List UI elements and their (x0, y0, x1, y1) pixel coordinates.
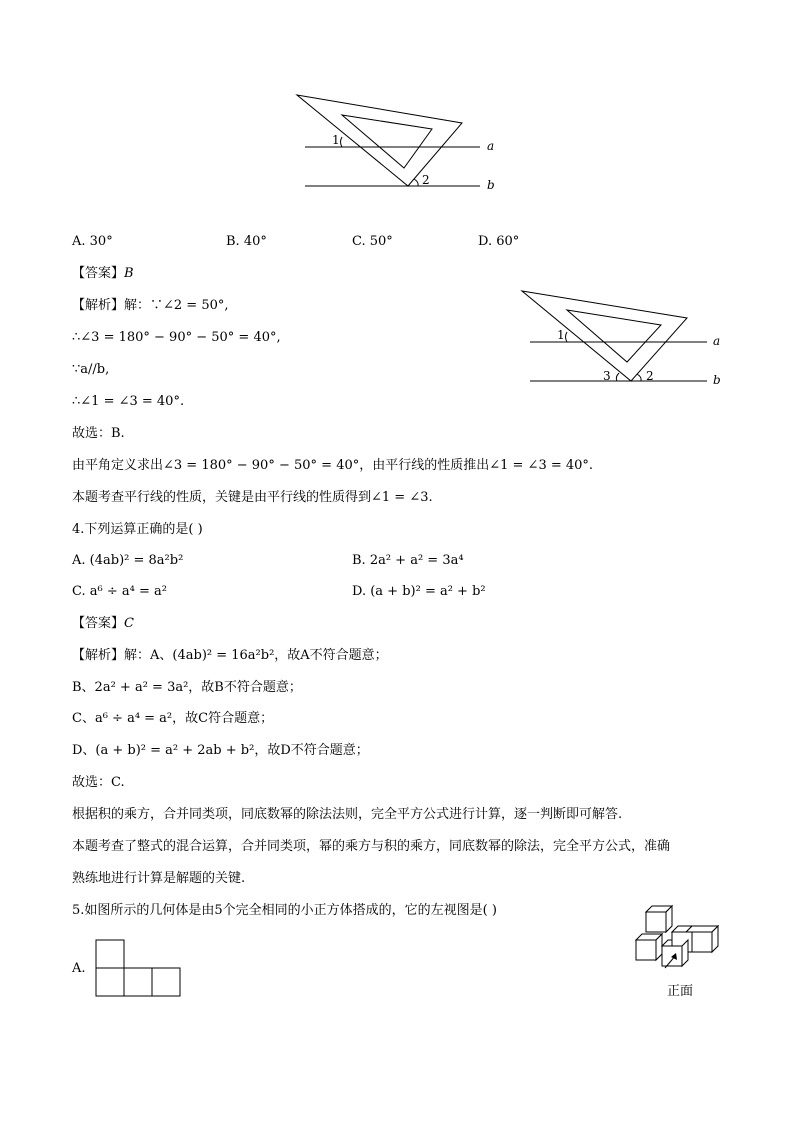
triangle-outer (297, 95, 462, 186)
angle-2-label: 2 (646, 369, 654, 383)
answer-tag: 【答案】 (72, 266, 125, 281)
triangle-outer (522, 291, 687, 381)
q3-analysis-line-1 (72, 298, 229, 314)
analysis-text: 解：∵∠2 = 50°, (124, 298, 229, 313)
q5-option-a-label: A. (72, 961, 86, 976)
q3-analysis-line-5: 故选：B. (72, 426, 125, 441)
line-b-label: b (487, 178, 495, 192)
analysis-tag: 【解析】 (72, 298, 125, 313)
angle-2-arc (637, 374, 641, 381)
answer-tag: 【答案】 (72, 616, 125, 631)
q3-option-c: C. 50° (352, 234, 393, 249)
angle-1-label: 1 (557, 328, 565, 342)
q4-analysis-line-5: 故选：C. (72, 775, 125, 790)
line-b-label: b (713, 373, 721, 387)
q4-analysis-line-3: C、a⁶ ÷ a⁴ = a²，故C符合题意； (72, 711, 274, 726)
q4-stem: 4.下列运算正确的是( ) (72, 522, 203, 537)
answer-value: B (124, 266, 134, 281)
q4-option-a: A. (4ab)² = 8a²b² (72, 553, 184, 568)
analysis-tag: 【解析】 (72, 648, 125, 663)
q3-analysis-line-7: 本题考查平行线的性质，关键是由平行线的性质得到∠1 = ∠3. (72, 490, 433, 505)
triangle-inner (342, 115, 432, 168)
view-square (96, 968, 124, 996)
angle-2-label: 2 (422, 173, 430, 187)
angle-3-label: 3 (603, 369, 611, 383)
q4-answer (72, 616, 134, 632)
angle-1-arc (566, 332, 568, 342)
front-label: 正面 (667, 984, 694, 999)
q3-answer (72, 266, 134, 282)
angle-3-arc (616, 373, 619, 381)
view-square (124, 968, 152, 996)
angle-1-label: 1 (332, 133, 340, 147)
line-a-label: a (487, 139, 495, 153)
q4-option-b: B. 2a² + a² = 3a⁴ (352, 553, 464, 568)
q3-option-a: A. 30° (72, 234, 113, 249)
q5-stem: 5.如图所示的几何体是由5个完全相同的小正方体搭成的，它的左视图是( ) (72, 903, 497, 918)
q4-analysis-line-6: 根据积的乘方，合并同类项，同底数幂的除法法则，完全平方公式进行计算，逐一判断即可解答. (72, 807, 623, 822)
triangle-inner (567, 310, 661, 362)
q3-option-b: B. 40° (226, 234, 267, 249)
q4-analysis-line-7: 本题考查了整式的混合运算，合并同类项，幂的乘方与积的乘方，同底数幂的除法，完全平方公式，准确 (72, 839, 671, 854)
q3-analysis-line-4: ∴∠1 = ∠3 = 40°. (72, 394, 185, 409)
q3-analysis-line-2: ∴∠3 = 180° − 90° − 50° = 40°, (72, 330, 281, 345)
answer-value: C (124, 616, 134, 631)
q5-option-a-figure (94, 938, 184, 1000)
figure-triangle-parallel-lines-2 (515, 285, 730, 395)
view-square (96, 940, 124, 968)
q3-option-d: D. 60° (478, 234, 520, 249)
line-a-label: a (713, 334, 721, 348)
angle-1-arc (341, 137, 343, 147)
q4-option-c: C. a⁶ ÷ a⁴ = a² (72, 584, 167, 599)
view-square (152, 968, 180, 996)
figure-triangle-parallel-lines-1 (290, 88, 510, 198)
q3-analysis-line-3: ∵a//b, (72, 362, 110, 377)
q4-option-d: D. (a + b)² = a² + b² (352, 584, 486, 599)
angle-2-arc (414, 179, 418, 186)
q4-analysis-line-1 (72, 648, 388, 664)
q4-analysis-line-8: 熟练地进行计算是解题的关键. (72, 871, 246, 886)
analysis-text: 解：A、(4ab)² = 16a²b²，故A不符合题意； (124, 648, 388, 663)
q3-analysis-line-6: 由平角定义求出∠3 = 180° − 90° − 50° = 40°，由平行线的性质推出∠1 = ∠3 = 40°. (72, 458, 594, 473)
q4-analysis-line-4: D、(a + b)² = a² + 2ab + b²，故D不符合题意； (72, 743, 369, 758)
q5-cubes-figure (630, 900, 725, 975)
q4-analysis-line-2: B、2a² + a² = 3a²，故B不符合题意； (72, 680, 302, 695)
